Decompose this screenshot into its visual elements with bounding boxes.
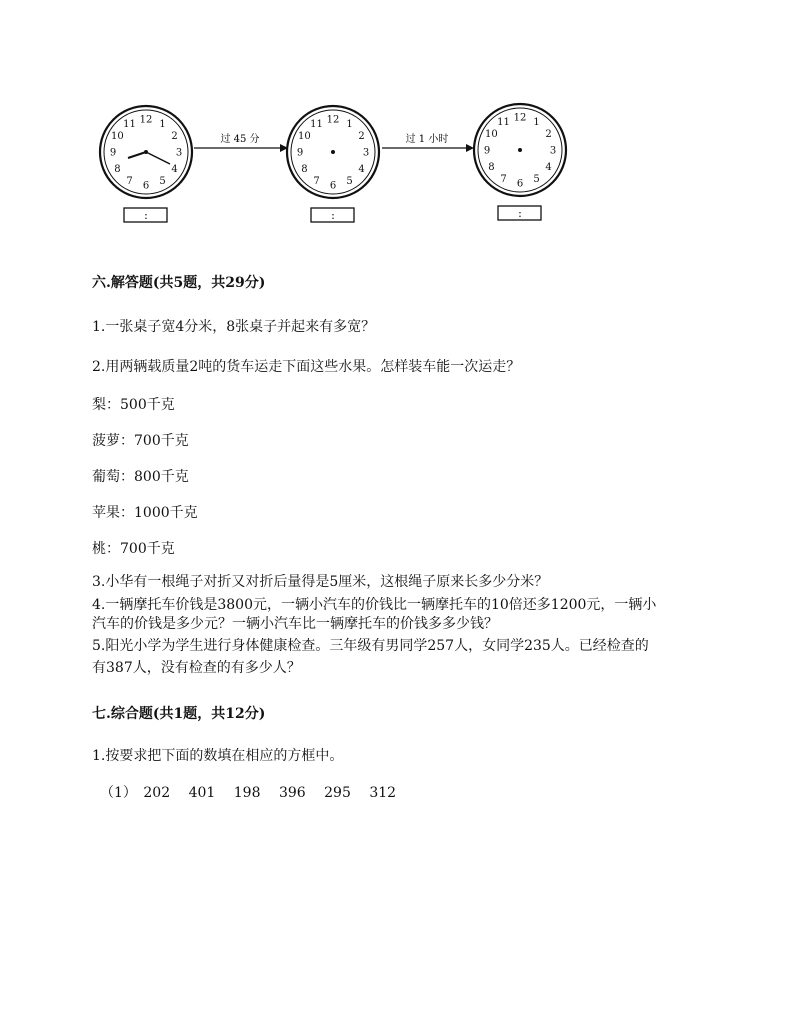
dial-number: 5 bbox=[533, 174, 540, 186]
dial-number: 12 bbox=[513, 112, 527, 124]
dial-number: 2 bbox=[358, 131, 365, 142]
question-6-4-line-1: 4.一辆摩托车价钱是3800元，一辆小汽车的价钱比一辆摩托车的10倍还多1200元，一辆小 bbox=[92, 597, 657, 613]
dial-number: 6 bbox=[516, 178, 524, 190]
dial-number: 10 bbox=[485, 129, 498, 140]
dial-number: 6 bbox=[142, 180, 150, 192]
dial-number: 4 bbox=[171, 164, 178, 175]
dial-number: 9 bbox=[109, 147, 117, 159]
dial-number: 3 bbox=[549, 145, 557, 157]
arrow-2 bbox=[382, 132, 474, 152]
clock-3 bbox=[474, 104, 566, 220]
dial-number: 9 bbox=[296, 147, 304, 159]
dial-number: 12 bbox=[326, 114, 340, 126]
fruit-item-pineapple: 菠萝：700千克 bbox=[92, 433, 189, 449]
question-6-5-line-2: 有387人，没有检查的有多少人？ bbox=[92, 660, 301, 676]
clock-2-time-colon: : bbox=[331, 209, 335, 222]
dial-number: 7 bbox=[313, 176, 320, 188]
dial-number: 3 bbox=[175, 147, 183, 159]
dial-number: 12 bbox=[139, 114, 153, 126]
number-item: 401 bbox=[188, 785, 216, 801]
clock-1-hour-hand bbox=[128, 152, 146, 158]
dial-number: 8 bbox=[301, 164, 308, 175]
dial-number: 6 bbox=[329, 180, 337, 192]
fruit-item-peach: 桃：700千克 bbox=[92, 541, 175, 557]
section-7-heading: 七.综合题(共1题，共12分) bbox=[92, 706, 266, 722]
clock-figure bbox=[90, 100, 580, 230]
dial-number: 11 bbox=[310, 118, 323, 130]
sub-question-label: （1） bbox=[100, 785, 137, 801]
dial-number: 7 bbox=[126, 176, 133, 188]
question-6-2: 2.用两辆载质量2吨的货车运走下面这些水果。怎样装车能一次运走？ bbox=[92, 359, 521, 375]
dial-number: 3 bbox=[362, 147, 370, 159]
dial-number: 4 bbox=[358, 164, 365, 175]
clock-1-time-colon: : bbox=[144, 209, 148, 222]
question-6-4-line-2: 汽车的价钱是多少元？一辆小汽车比一辆摩托车的价钱多多少钱？ bbox=[92, 616, 498, 632]
question-6-5-line-1: 5.阳光小学为学生进行身体健康检查。三年级有男同学257人，女同学235人。已经检查的 bbox=[92, 638, 649, 654]
question-6-3: 3.小华有一根绳子对折又对折后量得是5厘米，这根绳子原来长多少分米？ bbox=[92, 574, 549, 590]
dial-number: 2 bbox=[545, 129, 552, 140]
dial-number: 5 bbox=[159, 176, 166, 188]
number-list bbox=[100, 782, 410, 802]
dial-number: 11 bbox=[123, 118, 136, 130]
dial-number: 1 bbox=[533, 116, 540, 128]
dial-number: 10 bbox=[298, 131, 311, 142]
dial-number: 5 bbox=[346, 176, 353, 188]
dial-number: 11 bbox=[497, 116, 510, 128]
number-item: 396 bbox=[278, 785, 306, 801]
number-item: 295 bbox=[324, 785, 351, 801]
number-item: 198 bbox=[233, 785, 261, 801]
dial-number: 1 bbox=[346, 118, 353, 130]
clock-2 bbox=[287, 106, 379, 222]
dial-number: 7 bbox=[500, 174, 507, 186]
clock-1 bbox=[100, 106, 192, 222]
dial-number: 4 bbox=[545, 162, 552, 173]
arrow-1-label: 过 45 分 bbox=[220, 134, 260, 145]
fruit-item-grape: 葡萄：800千克 bbox=[92, 469, 189, 485]
arrow-2-label: 过 1 小时 bbox=[405, 134, 449, 145]
fruit-item-apple: 苹果：1000千克 bbox=[92, 505, 198, 521]
number-item: 202 bbox=[143, 785, 171, 801]
dial-number: 8 bbox=[488, 162, 495, 173]
dial-number: 2 bbox=[171, 131, 178, 142]
dial-number: 1 bbox=[159, 118, 166, 130]
dial-number: 8 bbox=[114, 164, 121, 175]
question-6-1: 1.一张桌子宽4分米，8张桌子并起来有多宽？ bbox=[92, 319, 376, 335]
fruit-item-pear: 梨：500千克 bbox=[92, 397, 175, 413]
clock-3-time-colon: : bbox=[518, 207, 522, 220]
number-item: 312 bbox=[369, 785, 397, 801]
dial-number: 9 bbox=[483, 145, 491, 157]
dial-number: 10 bbox=[111, 131, 124, 142]
clock-1-minute-hand bbox=[146, 152, 170, 164]
question-7-1: 1.按要求把下面的数填在相应的方框中。 bbox=[92, 748, 344, 764]
section-6-heading: 六.解答题(共5题，共29分) bbox=[92, 275, 266, 291]
arrow-1 bbox=[194, 132, 288, 152]
